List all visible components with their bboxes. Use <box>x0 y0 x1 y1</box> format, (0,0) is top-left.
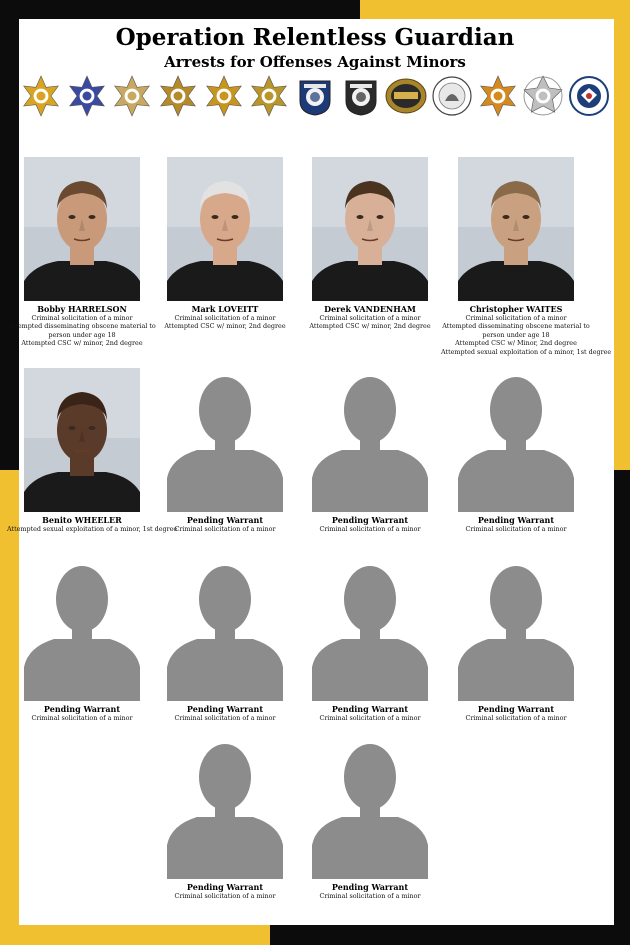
arrest-card <box>150 157 300 331</box>
frame-black-top <box>0 0 360 19</box>
charge-line: Attempted disseminating obscene material to <box>442 322 590 331</box>
charge-line: Attempted CSC w/ minor, 2nd degree <box>21 339 143 348</box>
charge-line: Attempted disseminating obscene material to <box>8 322 156 331</box>
sheriff-star-badge-icon <box>66 75 108 117</box>
dhs-seal-icon <box>568 75 610 117</box>
silhouette-placeholder-icon <box>312 368 428 512</box>
arrest-card <box>150 368 300 533</box>
arrest-card <box>150 735 300 900</box>
arrest-card <box>295 157 445 331</box>
arrest-card <box>295 735 445 900</box>
arrestee-name: Pending Warrant <box>477 704 555 714</box>
mugshot-photo <box>167 157 283 301</box>
police-patch-icon <box>294 75 336 117</box>
arrestee-name: Pending Warrant <box>186 515 264 525</box>
arrest-card <box>7 368 178 533</box>
charge-line: Criminal solicitation of a minor <box>174 714 276 722</box>
arrest-card <box>441 557 591 722</box>
charge-line: Attempted sexual exploitation of a minor, 1st degree <box>441 347 612 356</box>
charge-line: Criminal solicitation of a minor <box>174 525 276 533</box>
frame-black-bottom <box>270 925 630 945</box>
charge-line: Criminal solicitation of a minor <box>465 714 567 722</box>
arrestee-name: Derek VANDENHAM <box>324 304 416 314</box>
charge-line: person under age 18 <box>48 330 116 339</box>
charge-line: Criminal solicitation of a minor <box>465 525 567 533</box>
deputy-oval-badge-icon <box>385 75 427 117</box>
charge-line: Criminal solicitation of a minor <box>174 314 276 322</box>
charge-line: Attempted sexual exploitation of a minor, 1st degree <box>7 525 178 533</box>
charge-line: Criminal solicitation of a minor <box>31 314 133 322</box>
frame-gold-bottom <box>0 925 270 945</box>
charge-line: Criminal solicitation of a minor <box>465 314 567 322</box>
poster-subtitle: Arrests for Offenses Against Minors <box>164 53 466 71</box>
silhouette-placeholder-icon <box>458 557 574 701</box>
seal-icon <box>431 75 473 117</box>
silhouette-placeholder-icon <box>167 735 283 879</box>
frame-gold-top <box>360 0 630 19</box>
arrestee-name: Christopher WAITES <box>469 304 563 314</box>
mugshot-photo <box>458 157 574 301</box>
charge-line: person under age 18 <box>482 330 550 339</box>
arrest-card <box>441 157 612 356</box>
charge-line: Attempted CSC w/ Minor, 2nd degree <box>455 339 577 348</box>
arrestee-name: Bobby HARRELSON <box>37 304 127 314</box>
silhouette-placeholder-icon <box>167 557 283 701</box>
arrestee-name: Benito WHEELER <box>42 515 122 525</box>
charge-line: Criminal solicitation of a minor <box>319 314 421 322</box>
charge-line: Criminal solicitation of a minor <box>319 714 421 722</box>
silhouette-placeholder-icon <box>458 368 574 512</box>
arrestee-name: Pending Warrant <box>331 882 409 892</box>
charge-line: Criminal solicitation of a minor <box>319 525 421 533</box>
arrestee-name: Pending Warrant <box>186 704 264 714</box>
arrest-card <box>441 368 591 533</box>
silhouette-placeholder-icon <box>24 557 140 701</box>
arrest-card <box>295 368 445 533</box>
arrestee-name: Pending Warrant <box>331 704 409 714</box>
mugshot-photo <box>24 368 140 512</box>
mugshot-photo <box>312 157 428 301</box>
poster-title: Operation Relentless Guardian <box>115 24 515 51</box>
arrest-card <box>150 557 300 722</box>
arrestee-name: Pending Warrant <box>331 515 409 525</box>
arrestee-name: Pending Warrant <box>43 704 121 714</box>
charge-line: Criminal solicitation of a minor <box>319 892 421 900</box>
sheriff-star-badge-icon <box>248 75 290 117</box>
silhouette-placeholder-icon <box>312 557 428 701</box>
arrestee-name: Pending Warrant <box>186 882 264 892</box>
charge-line: Criminal solicitation of a minor <box>31 714 133 722</box>
agency-badges-row <box>20 72 610 120</box>
charge-line: Criminal solicitation of a minor <box>174 892 276 900</box>
sheriff-star-badge-icon <box>20 75 62 117</box>
arrest-card <box>295 557 445 722</box>
marshal-star-icon <box>522 75 564 117</box>
police-patch-icon <box>340 75 382 117</box>
sheriff-star-badge-icon <box>157 75 199 117</box>
frame-black-right <box>614 470 630 945</box>
arrest-card <box>7 557 157 722</box>
arrestee-name: Pending Warrant <box>477 515 555 525</box>
charge-line: Attempted CSC w/ minor, 2nd degree <box>309 322 431 331</box>
silhouette-placeholder-icon <box>312 735 428 879</box>
mugshot-photo <box>24 157 140 301</box>
arrestee-name: Mark LOVEITT <box>191 304 259 314</box>
sheriff-star-badge-icon <box>203 75 245 117</box>
silhouette-placeholder-icon <box>167 368 283 512</box>
charge-line: Attempted CSC w/ minor, 2nd degree <box>164 322 286 331</box>
sheriff-star-badge-icon <box>477 75 519 117</box>
arrest-card <box>7 157 157 348</box>
sheriff-star-badge-icon <box>111 75 153 117</box>
